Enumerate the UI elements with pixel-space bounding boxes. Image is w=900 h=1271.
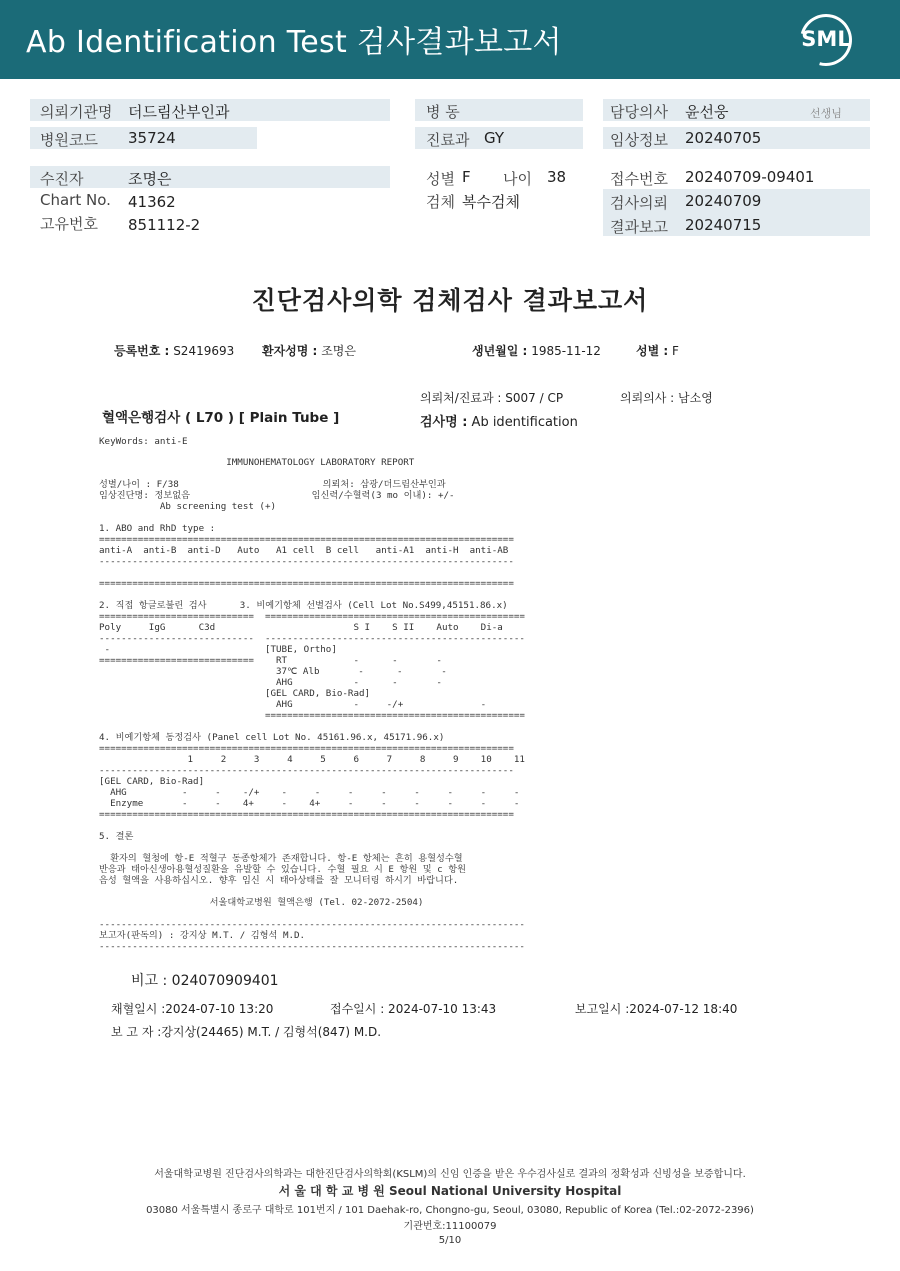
dob-value: 1985-11-12 [531,344,601,358]
lab-report-line: Enzyme - - 4+ - 4+ - - - - - - [99,798,520,809]
reporter-label: 보 고 자 [111,1025,154,1039]
dept-label: 진료과 [426,131,470,149]
lab-report-line: =========================================================================== [99,534,514,545]
report-label: 결과보고 [610,218,668,236]
hospital-code-label: 병원코드 [40,131,98,149]
request-label: 검사의뢰 [610,194,668,212]
uid-value: 851112-2 [128,216,201,234]
hospital-code-value: 35724 [128,129,176,147]
patient-box [30,166,390,188]
receive-label: 접수일시 [330,1002,377,1016]
receipt-label: 접수번호 [610,170,668,188]
dob-label: 생년월일 : [472,344,528,358]
patient-label: 수진자 [40,170,84,188]
lab-report-line: IMMUNOHEMATOLOGY LABORATORY REPORT [99,457,415,468]
logo-text: SML [801,27,851,51]
reportdt-value: :2024-07-12 18:40 [625,1002,738,1016]
page-title: Ab Identification Test 검사결과보고서 [26,25,562,60]
footer-hospital: 서 울 대 학 교 병 원 Seoul National University Hospital [278,1184,622,1198]
test-name-label: 검사명 : [420,415,468,430]
lab-report-line: AHG - - -/+ - - - - - - - - [99,787,520,798]
collect-label: 채혈일시 [111,1002,158,1016]
age-label: 나이 [503,170,532,188]
report-title: 진단검사의학 검체검사 결과보고서 [251,286,649,315]
lab-report-line: 반응과 태아신생아용혈성질환을 유발할 수 있습니다. 수혈 필요 시 E 항원 및 c 항원 [99,864,466,875]
lab-report-line: =========================================================================== [99,743,514,754]
footer-cert: 서울대학교병원 진단검사의학과는 대한진단검사의학회(KSLM)의 신임 인증을 받은 우수검사실로 결과의 정확성과 신빙성을 보증합니다. [154,1169,746,1180]
lab-report-line: [GEL CARD, Bio-Rad] [99,776,205,787]
lab-report-line: 1. ABO and RhD type : [99,523,216,534]
lab-report-line: 1 2 3 4 5 6 7 8 9 10 11 [99,754,525,765]
specimen-label: 검체 [426,193,455,211]
lab-report-line: ----------------------------------------------------------------------------- [99,919,525,930]
lab-report-line: --------------------------------------------------------------------------- [99,556,514,567]
ward-label: 병 동 [426,103,460,121]
clinical-value: 20240705 [685,129,762,147]
lab-report-line: 음성 혈액을 사용하십시오. 향후 임신 시 태아상태를 잘 모니터링 하시기 바랍니다. [99,875,459,886]
lab-report-line: AHG - - - [99,677,442,688]
uid-label: 고유번호 [40,215,98,233]
clinical-label: 임상정보 [610,131,668,149]
name-value: 조명은 [321,344,356,358]
requester-label: 의뢰기관명 [40,103,113,121]
test-group: 혈액은행검사 ( L70 ) [ Plain Tube ] [102,410,340,426]
receipt-value: 20240709-09401 [685,168,815,186]
lab-report-line: 5. 결론 [99,831,134,842]
chart-label: Chart No. [40,191,111,209]
patient-value: 조명은 [128,170,172,188]
request-value: 20240709 [685,192,762,210]
lab-report-line: 성별/나이 : F/38 의뢰처: 삼광/더드림산부인과 [99,479,446,490]
doctor-line: 의뢰의사 : 남소영 [620,391,713,405]
lab-report-line: 임상진단명: 정보없음 임신력/수혈력(3 mo 이내): +/- [99,490,455,501]
lab-report-line: ---------------------------- ----------------------------------------------- [99,633,525,644]
chart-value: 41362 [128,193,176,211]
lab-report-line: 보고자(판독의) : 강지상 M.T. / 김형석 M.D. [99,930,306,941]
specimen-value: 복수검체 [462,193,520,211]
doctor-suffix: 선생님 [810,107,842,120]
lab-report-line: - [TUBE, Ortho] [99,644,337,655]
keywords: KeyWords: anti-E [99,436,188,447]
report-value: 20240715 [685,216,762,234]
lab-report-line: anti-A anti-B anti-D Auto A1 cell B cell anti-A1 anti-H anti-AB [99,545,509,556]
header-bar [0,0,900,79]
lab-report-line: 4. 비예기항체 동정검사 (Panel cell Lot No. 45161.96.x, 45171.96.x) [99,732,445,743]
lab-report-line: =============================================== [99,710,525,721]
lab-report-line: [GEL CARD, Bio-Rad] [99,688,371,699]
name-label: 환자성명 : [262,344,318,358]
collect-value: :2024-07-10 13:20 [161,1002,274,1016]
sex-value: F [462,168,471,186]
reportdt-label: 보고일시 [575,1002,622,1016]
lab-report-line: Poly IgG C3d S I S II Auto Di-a [99,622,503,633]
footer-page: 5/10 [438,1235,462,1246]
lab-report-line: 37℃ Alb - - - [99,666,447,677]
report-sex-value: F [672,344,679,358]
sex-label: 성별 [426,170,455,188]
remark-value: : 024070909401 [162,973,279,989]
reporter-value: :강지상(24465) M.T. / 김형석(847) M.D. [157,1025,382,1039]
lab-report-line: AHG - -/+ - [99,699,487,710]
requester-value: 더드림산부인과 [128,103,230,121]
dept-value: GY [484,129,505,147]
age-value: 38 [547,168,567,186]
lab-report-line: Ab screening test (+) [99,501,277,512]
dept-line: 의뢰처/진료과 : S007 / CP [420,391,564,405]
lab-report-line: =========================================================================== [99,578,514,589]
report-sex-label: 성별 : [636,344,669,358]
lab-report-line: =========================================================================== [99,809,514,820]
footer-address: 03080 서울특별시 종로구 대학로 101번지 / 101 Daehak-ro, Chongno-gu, Seoul, 03080, Republic of Korea (Tel.:02-2072-2396) [146,1205,754,1216]
footer-org-no: 기관번호:11100079 [403,1221,497,1232]
lab-report-line: 환자의 혈청에 항-E 적혈구 동종항체가 존재합니다. 항-E 항체는 흔히 용혈성수혈 [99,853,463,864]
receive-value: : 2024-07-10 13:43 [380,1002,497,1016]
test-name-value: Ab identification [471,415,578,430]
sml-logo-icon [800,14,852,66]
remark-label: 비고 [131,973,159,989]
reg-value: S2419693 [173,344,235,358]
lab-report-line: 서울대학교병원 혈액은행 (Tel. 02-2072-2504) [99,897,424,908]
lab-report-line: ----------------------------------------------------------------------------- [99,941,525,952]
lab-report-line: ============================ =============================================== [99,611,525,622]
lab-report-line: ============================ RT - - - [99,655,442,666]
lab-report-line: --------------------------------------------------------------------------- [99,765,514,776]
doctor-value: 윤선웅 [685,103,729,121]
lab-report-line: 2. 직접 항글로불린 검사 3. 비예기항체 선별검사 (Cell Lot No.S499,45151.86.x) [99,600,508,611]
reg-label: 등록번호 : [114,344,170,358]
doctor-label: 담당의사 [610,103,668,121]
